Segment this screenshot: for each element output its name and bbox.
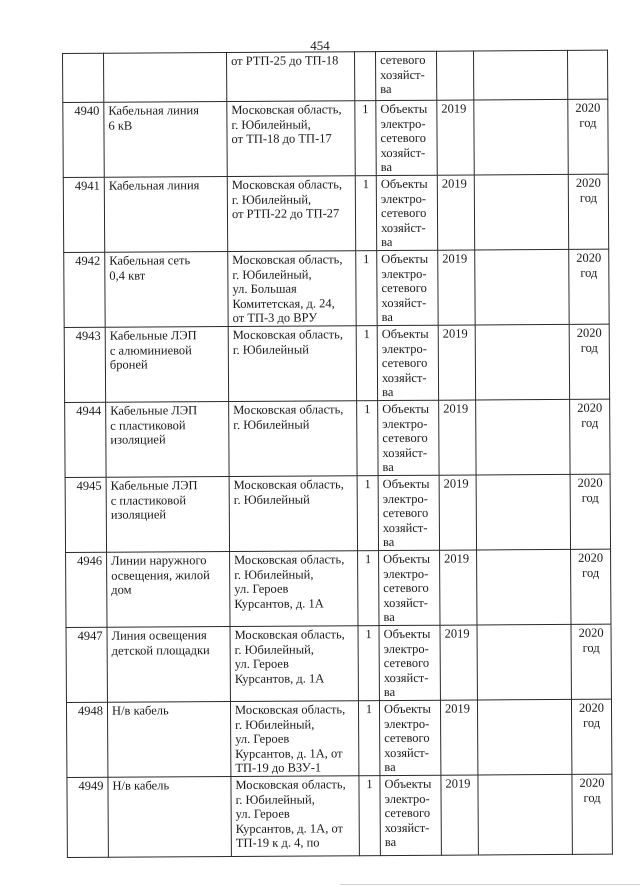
empty-cell bbox=[477, 699, 571, 775]
table-row bbox=[66, 699, 611, 777]
target-year-cell: 2020 год bbox=[569, 249, 609, 324]
object-name-cell: Кабельная линия 6 кВ bbox=[104, 101, 227, 177]
target-year-cell: 2020 год bbox=[570, 399, 610, 474]
year-cell: 2019 bbox=[440, 550, 477, 625]
address-cell: Московская область, г. Юбилейный, ул. Героев Курсантов, д. 1А, от ТП-19 к д. 4, по bbox=[231, 776, 359, 857]
address-cell: Московская область, г. Юбилейный, ул. Героев Курсантов, д. 1А bbox=[230, 626, 358, 702]
table-row bbox=[65, 399, 610, 477]
quantity-cell: 1 bbox=[355, 101, 376, 176]
quantity-cell: 1 bbox=[357, 401, 378, 476]
address-cell: от РТП-25 до ТП-18 bbox=[226, 52, 354, 102]
table-row bbox=[66, 549, 611, 627]
year-cell bbox=[436, 51, 473, 100]
object-name-cell: Кабельная сеть 0,4 квт bbox=[105, 251, 228, 327]
table-row bbox=[63, 174, 608, 252]
category-cell: Объекты электро- сетевого хозяйст- ва bbox=[378, 400, 439, 475]
quantity-cell: 1 bbox=[357, 476, 378, 551]
target-year-cell: 2020 год bbox=[571, 549, 611, 624]
table-row bbox=[67, 774, 612, 857]
target-year-cell: 2020 год bbox=[570, 474, 610, 549]
empty-cell bbox=[474, 174, 568, 250]
empty-cell bbox=[478, 774, 572, 855]
page-number: 454 bbox=[310, 38, 330, 53]
row-number-cell: 4940 bbox=[63, 102, 104, 177]
quantity-cell: 1 bbox=[355, 176, 376, 251]
category-cell: Объекты электро- сетевого хозяйст- ва bbox=[379, 550, 440, 625]
empty-cell bbox=[474, 99, 568, 175]
row-number-cell: 4943 bbox=[64, 327, 105, 402]
address-cell: Московская область, г. Юбилейный bbox=[229, 476, 357, 552]
row-number-cell bbox=[63, 53, 104, 102]
object-name-cell: Н/в кабель bbox=[107, 701, 230, 777]
category-cell: сетевого хозяйст- ва bbox=[375, 51, 436, 100]
empty-cell bbox=[473, 50, 567, 100]
row-number-cell: 4941 bbox=[63, 177, 104, 252]
category-cell: Объекты электро- сетевого хозяйст- ва bbox=[380, 775, 441, 855]
category-cell: Объекты электро- сетевого хозяйст- ва bbox=[377, 325, 438, 400]
year-cell: 2019 bbox=[438, 250, 475, 325]
address-cell: Московская область, г. Юбилейный bbox=[228, 326, 356, 402]
quantity-cell: 1 bbox=[358, 551, 379, 626]
target-year-cell: 2020 год bbox=[569, 324, 609, 399]
year-cell: 2019 bbox=[441, 775, 478, 855]
target-year-cell: 2020 год bbox=[568, 99, 608, 174]
address-cell: Московская область, г. Юбилейный, ул. Героев Курсантов, д. 1А, от ТП-19 до ВЗУ-1 bbox=[230, 701, 358, 777]
target-year-cell bbox=[567, 50, 607, 99]
year-cell: 2019 bbox=[438, 325, 475, 400]
row-number-cell: 4946 bbox=[66, 552, 107, 627]
target-year-cell: 2020 год bbox=[571, 624, 611, 699]
row-number-cell: 4942 bbox=[64, 252, 105, 327]
scan-edge-line bbox=[340, 884, 640, 885]
target-year-cell: 2020 год bbox=[568, 174, 608, 249]
registry-table bbox=[62, 50, 613, 858]
year-cell: 2019 bbox=[440, 625, 477, 700]
row-number-cell: 4949 bbox=[67, 777, 108, 857]
quantity-cell: 1 bbox=[359, 776, 380, 856]
row-number-cell: 4944 bbox=[65, 402, 106, 477]
object-name-cell: Н/в кабель bbox=[108, 776, 231, 857]
table-row bbox=[66, 624, 611, 702]
table-row bbox=[63, 50, 608, 102]
address-cell: Московская область, г. Юбилейный, ул. Героев Курсантов, д. 1А bbox=[230, 551, 358, 627]
year-cell: 2019 bbox=[437, 175, 474, 250]
quantity-cell: 1 bbox=[358, 701, 379, 776]
quantity-cell: 1 bbox=[356, 251, 377, 326]
table-row bbox=[63, 99, 608, 177]
year-cell: 2019 bbox=[440, 700, 477, 775]
object-name-cell: Линии наружного освещения, жилой дом bbox=[107, 551, 230, 627]
empty-cell bbox=[477, 624, 571, 700]
row-number-cell: 4948 bbox=[66, 702, 107, 777]
table-row bbox=[64, 324, 609, 402]
quantity-cell: 1 bbox=[358, 626, 379, 701]
year-cell: 2019 bbox=[439, 400, 476, 475]
table-row bbox=[64, 249, 609, 327]
object-name-cell: Кабельная линия bbox=[104, 176, 227, 252]
address-cell: Московская область, г. Юбилейный, ул. Большая Комитетская, д. 24, от ТП-3 до ВРУ bbox=[228, 251, 356, 327]
quantity-cell bbox=[354, 52, 375, 101]
empty-cell bbox=[475, 249, 569, 325]
object-name-cell: Линия освещения детской площадки bbox=[107, 626, 230, 702]
empty-cell bbox=[475, 324, 569, 400]
address-cell: Московская область, г. Юбилейный bbox=[229, 401, 357, 477]
category-cell: Объекты электро- сетевого хозяйст- ва bbox=[376, 100, 437, 175]
category-cell: Объекты электро- сетевого хозяйст- ва bbox=[376, 175, 437, 250]
row-number-cell: 4945 bbox=[65, 477, 106, 552]
category-cell: Объекты электро- сетевого хозяйст- ва bbox=[379, 700, 440, 775]
object-name-cell bbox=[104, 52, 227, 102]
object-name-cell: Кабельные ЛЭП с алюминиевой броней bbox=[105, 326, 228, 402]
target-year-cell: 2020 год bbox=[572, 774, 612, 854]
category-cell: Объекты электро- сетевого хозяйст- ва bbox=[377, 250, 438, 325]
category-cell: Объекты электро- сетевого хозяйст- ва bbox=[378, 475, 439, 550]
target-year-cell: 2020 год bbox=[571, 699, 611, 774]
empty-cell bbox=[476, 399, 570, 475]
object-name-cell: Кабельные ЛЭП с пластиковой изоляцией bbox=[106, 401, 229, 477]
year-cell: 2019 bbox=[437, 100, 474, 175]
empty-cell bbox=[477, 549, 571, 625]
category-cell: Объекты электро- сетевого хозяйст- ва bbox=[379, 625, 440, 700]
row-number-cell: 4947 bbox=[66, 627, 107, 702]
table-row bbox=[65, 474, 610, 552]
address-cell: Московская область, г. Юбилейный, от ТП-18 до ТП-17 bbox=[227, 101, 355, 177]
year-cell: 2019 bbox=[439, 475, 476, 550]
address-cell: Московская область, г. Юбилейный, от РТП-22 до ТП-27 bbox=[227, 176, 355, 252]
empty-cell bbox=[476, 474, 570, 550]
object-name-cell: Кабельные ЛЭП с пластиковой изоляцией bbox=[106, 476, 229, 552]
quantity-cell: 1 bbox=[356, 326, 377, 401]
